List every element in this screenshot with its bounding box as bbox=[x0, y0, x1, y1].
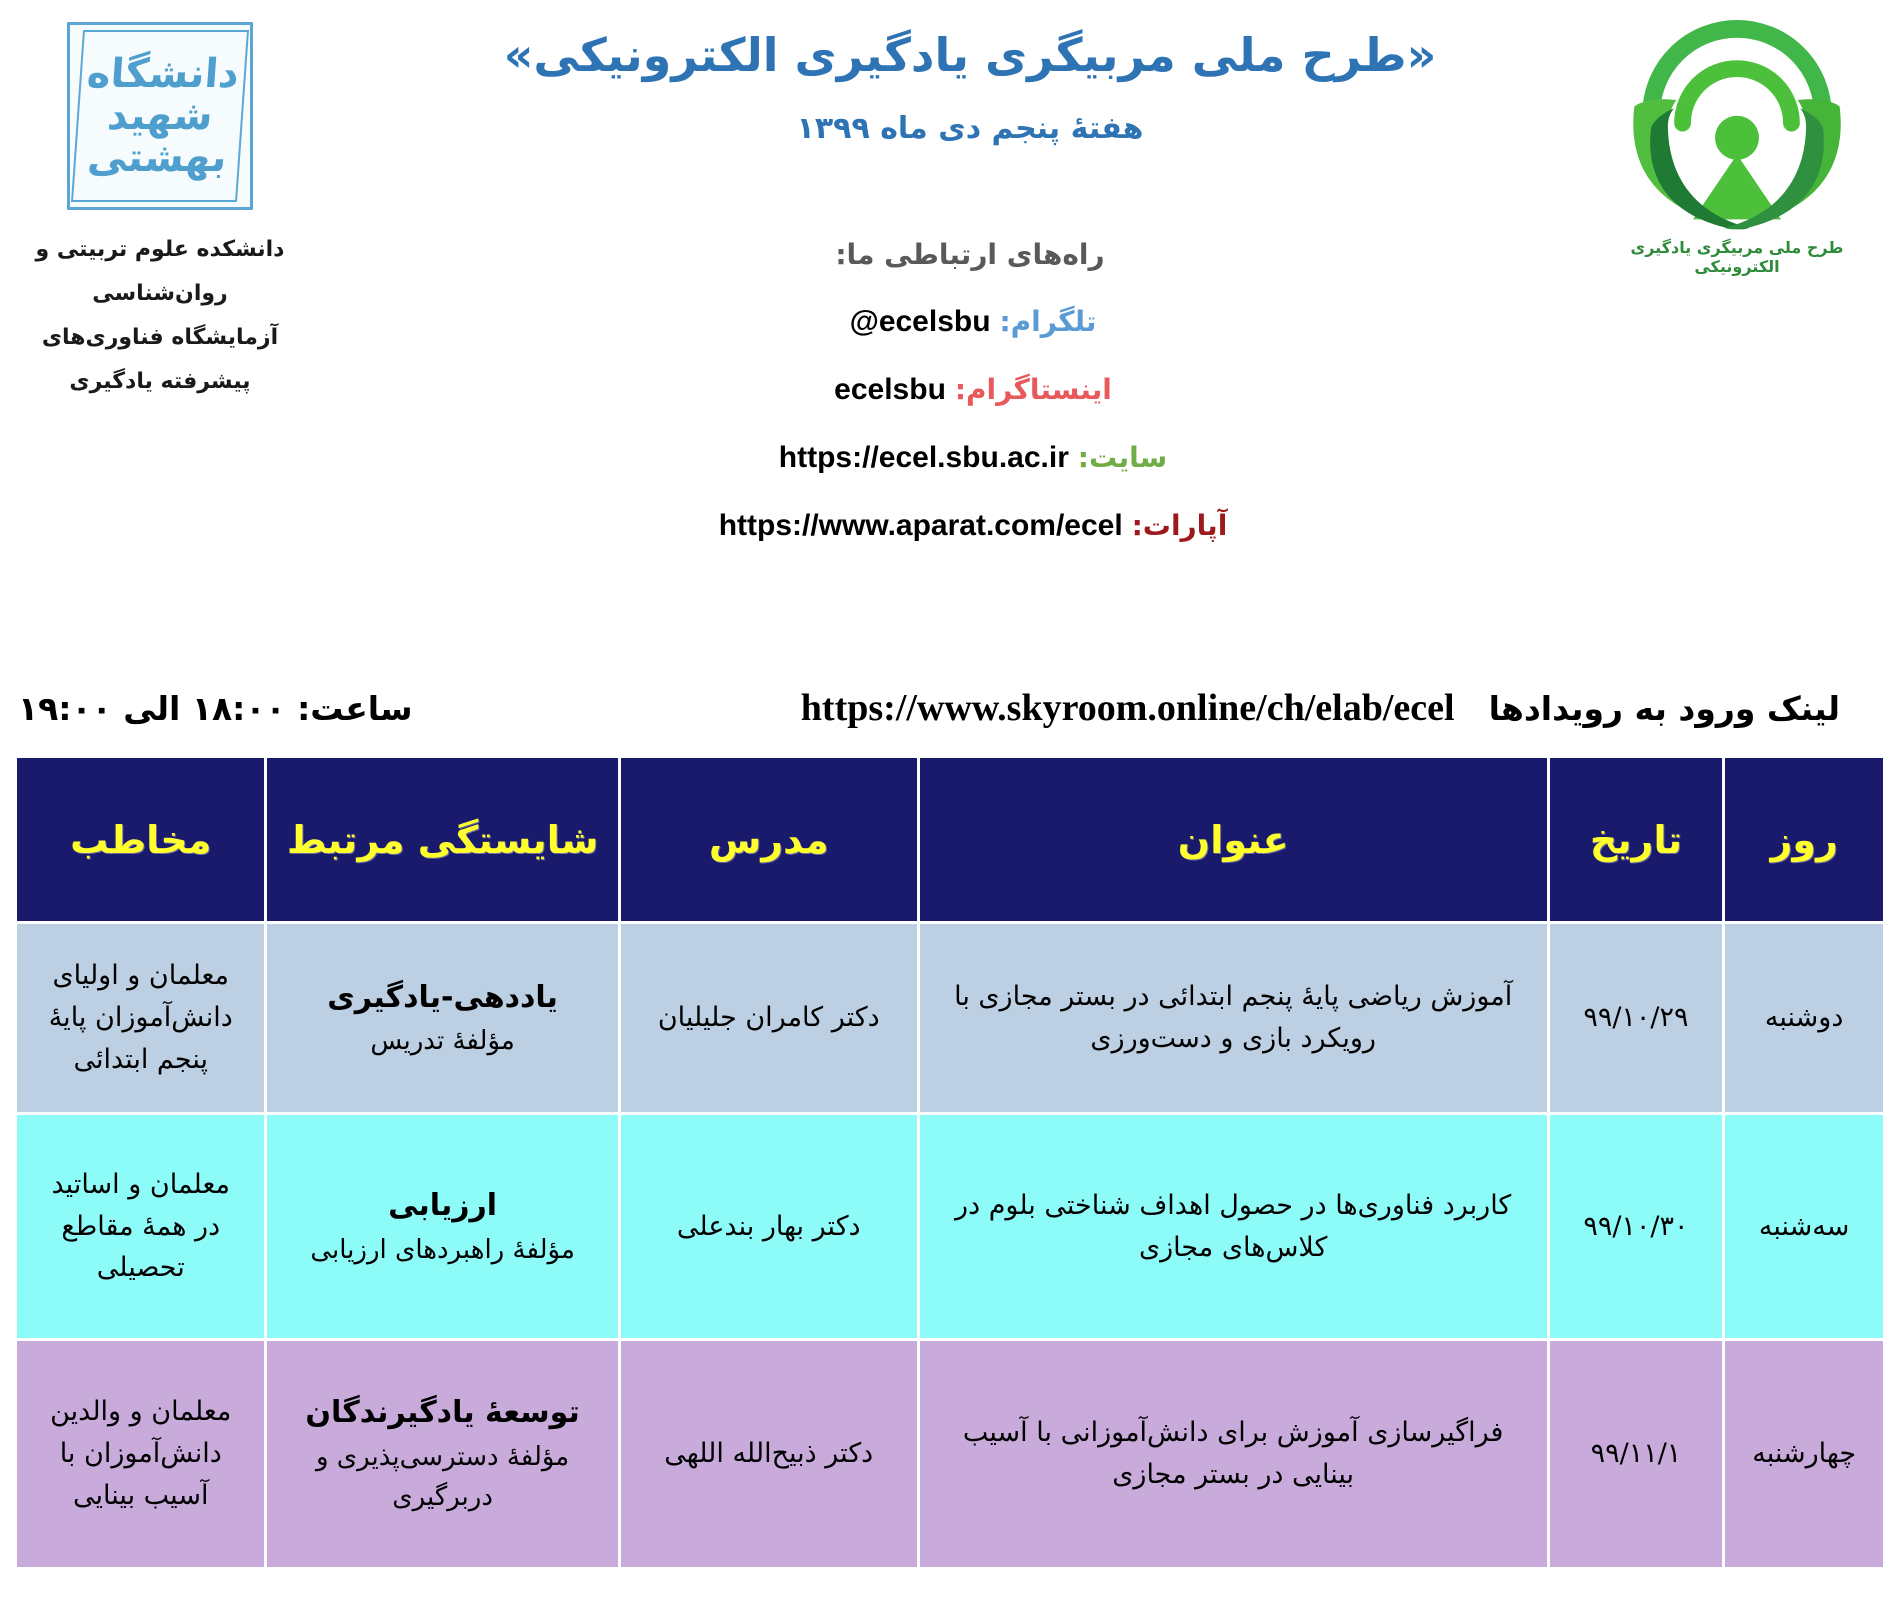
competency-sub: مؤلفۀ راهبردهای ارزیابی bbox=[310, 1234, 575, 1265]
cell-title: کاربرد فناوری‌ها در حصول اهداف شناختی بلوم در کلاس‌های مجازی bbox=[918, 1114, 1548, 1340]
events-link-row bbox=[18, 686, 1840, 730]
table-row bbox=[16, 923, 1885, 1114]
aparat-url[interactable]: https://www.aparat.com/ecel bbox=[718, 509, 1123, 543]
events-link-label: لینک ورود به رویدادها bbox=[1488, 689, 1840, 728]
competency-main: ارزیابی bbox=[388, 1188, 498, 1224]
cell-date: ۹۹/۱۰/۳۰ bbox=[1548, 1114, 1724, 1340]
cell-title: آموزش ریاضی پایۀ پنجم ابتدائی در بستر مجازی با رویکرد بازی و دست‌ورزی bbox=[918, 923, 1548, 1114]
table-row bbox=[16, 1340, 1885, 1569]
logo-word-1: دانشگاه bbox=[85, 51, 241, 97]
cell-audience: معلمان و اساتید در همۀ مقاطع تحصیلی bbox=[16, 1114, 266, 1340]
col-header-title: عنوان bbox=[918, 757, 1548, 923]
col-header-audience: مخاطب bbox=[16, 757, 266, 923]
col-header-instructor: مدرس bbox=[619, 757, 918, 923]
university-logo-calligraphy bbox=[71, 30, 249, 202]
col-header-day: روز bbox=[1724, 757, 1885, 923]
lab-name: آزمایشگاه فناوری‌های پیشرفته یادگیری bbox=[41, 325, 279, 394]
page-subtitle: هفتۀ پنجم دی ماه ۱۳۹۹ bbox=[796, 111, 1144, 147]
page-title: «طرح ملی مربیگری یادگیری الکترونیکی» bbox=[503, 28, 1437, 82]
contact-heading: راه‌های ارتباطی ما: bbox=[835, 238, 1105, 272]
faculty-name: دانشکده علوم تربیتی و روان‌شناسی bbox=[35, 237, 285, 306]
logo-word-3: بهشتی bbox=[85, 135, 229, 181]
cell-day: دوشنبه bbox=[1724, 923, 1885, 1114]
skyroom-url[interactable]: https://www.skyroom.online/ch/elab/ecel bbox=[800, 687, 1455, 729]
table-row bbox=[16, 1114, 1885, 1340]
instagram-handle[interactable]: ecelsbu bbox=[834, 373, 946, 407]
header-center bbox=[380, 28, 1560, 543]
aparat-label: آپارات: bbox=[1131, 509, 1228, 543]
university-block bbox=[0, 22, 320, 404]
cell-competency bbox=[266, 1340, 619, 1569]
session-time: ساعت: ۱۸:۰۰ الی ۱۹:۰۰ bbox=[18, 689, 413, 728]
table-header-row bbox=[16, 757, 1885, 923]
cell-competency bbox=[266, 923, 619, 1114]
cell-title: فراگیرسازی آموزش برای دانش‌آموزانی با آسیب بینایی در بستر مجازی bbox=[918, 1340, 1548, 1569]
cell-instructor: دکتر کامران جلیلیان bbox=[619, 923, 918, 1114]
col-header-date: تاریخ bbox=[1548, 757, 1724, 923]
contact-instagram bbox=[380, 373, 1560, 407]
competency-sub: مؤلفۀ دسترسی‌پذیری و دربرگیری bbox=[315, 1441, 570, 1513]
university-logo bbox=[67, 22, 253, 210]
program-logo-block bbox=[1592, 10, 1882, 276]
program-logo-caption: طرح ملی مربیگری یادگیری الکترونیکی bbox=[1630, 238, 1844, 276]
cell-audience: معلمان و اولیای دانش‌آموزان پایۀ پنجم ابتدائی bbox=[16, 923, 266, 1114]
cell-instructor: دکتر ذبیح‌الله اللهی bbox=[619, 1340, 918, 1569]
cell-day: سه‌شنبه bbox=[1724, 1114, 1885, 1340]
competency-sub: مؤلفۀ تدریس bbox=[370, 1026, 515, 1057]
cell-date: ۹۹/۱۱/۱ bbox=[1548, 1340, 1724, 1569]
events-link-group bbox=[801, 686, 1840, 730]
contact-site bbox=[380, 441, 1560, 475]
site-url[interactable]: https://ecel.sbu.ac.ir bbox=[778, 441, 1069, 475]
instagram-label: اینستاگرام: bbox=[954, 373, 1112, 407]
cell-date: ۹۹/۱۰/۲۹ bbox=[1548, 923, 1724, 1114]
cell-competency bbox=[266, 1114, 619, 1340]
competency-main: توسعۀ یادگیرندگان bbox=[305, 1395, 580, 1431]
contact-aparat bbox=[380, 509, 1560, 543]
cell-audience: معلمان و والدین دانش‌آموزان با آسیب بینایی bbox=[16, 1340, 266, 1569]
cell-day: چهارشنبه bbox=[1724, 1340, 1885, 1569]
telegram-label: تلگرام: bbox=[999, 305, 1097, 339]
col-header-competency: شایستگی مرتبط bbox=[266, 757, 619, 923]
cell-instructor: دکتر بهار بندعلی bbox=[619, 1114, 918, 1340]
telegram-handle[interactable]: @ecelsbu bbox=[849, 305, 991, 339]
elearning-coaching-logo-icon bbox=[1611, 10, 1863, 232]
logo-word-2: شهید bbox=[105, 93, 215, 139]
site-label: سایت: bbox=[1077, 441, 1168, 475]
schedule-table bbox=[14, 755, 1886, 1570]
contact-telegram bbox=[380, 305, 1560, 339]
competency-main: یاددهی-یادگیری bbox=[327, 979, 558, 1015]
